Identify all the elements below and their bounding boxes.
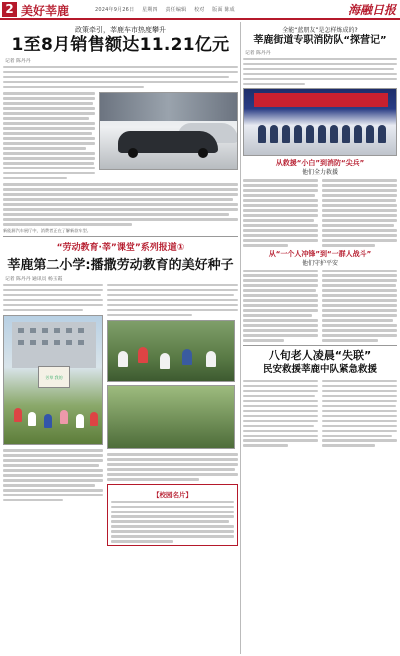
story1-caption: 新能源汽车展厅中，消费者正在了解新款车型。 — [3, 227, 91, 233]
page-number: 2 — [2, 2, 17, 17]
story3-sub1: 从救援“小白”到消防“尖兵” 他们全力救援 — [275, 159, 365, 177]
section-rule — [3, 236, 238, 237]
newspaper-logo: 海融日报 — [347, 3, 396, 17]
masthead — [0, 0, 400, 20]
garden-sign: 芳草 我的 — [38, 366, 70, 388]
story3-sub2: 从“一个人冲锋”到“一群人战斗” 他们守护平安 — [268, 249, 372, 267]
story1-byline: 记者 陈丹丹 — [5, 59, 31, 64]
story2-byline: 记者 陈丹丹 通讯员 杨玉霞 — [5, 276, 63, 282]
story1-body — [3, 92, 238, 179]
school-card-box — [107, 484, 238, 546]
story2-body — [3, 284, 238, 546]
story2-right — [107, 284, 238, 546]
story1-kicker: 政策牵引，莘鹿车市热度攀升 — [75, 26, 166, 34]
left-column — [3, 22, 238, 546]
garden-photo — [107, 320, 235, 382]
story3-byline: 记者 陈丹丹 — [245, 51, 271, 56]
issue-proof: 校对 — [194, 7, 205, 13]
planting-photo — [107, 385, 235, 449]
issue-meta — [95, 6, 241, 13]
story3-kicker: 全能“蓝朋友”是怎样炼成的? — [282, 27, 358, 34]
column-divider — [240, 22, 241, 654]
issue-editor: 责任编辑 — [165, 7, 187, 13]
issue-designer: 版面 陈成 — [212, 7, 235, 13]
story3-headline: 莘鹿街道专职消防队“探营记” — [253, 35, 387, 46]
school-card-title: 【校园名片】 — [153, 490, 192, 499]
car-showroom-photo — [99, 92, 238, 170]
right-column — [243, 22, 397, 447]
story1-headline: 1至8月销售额达11.21亿元 — [11, 35, 230, 55]
story2-series: “劳动教育·莘”课堂”系列报道① — [56, 242, 185, 253]
story1-text-col — [3, 92, 95, 179]
firefighters-photo — [243, 88, 397, 156]
story1-columns — [3, 183, 238, 225]
section-title: 美好莘鹿 — [21, 4, 70, 18]
story2-left — [3, 284, 103, 546]
issue-date: 2024年9月26日 — [95, 7, 135, 13]
story1-lede — [3, 66, 238, 88]
story2-headline: 莘鹿第二小学:播撒劳动教育的美好种子 — [7, 257, 234, 273]
issue-weekday: 星期四 — [142, 7, 158, 13]
story4-headline: 八旬老人凌晨“失联” 民安救援莘鹿中队紧急救援 — [262, 348, 377, 375]
students-photo — [3, 315, 103, 445]
